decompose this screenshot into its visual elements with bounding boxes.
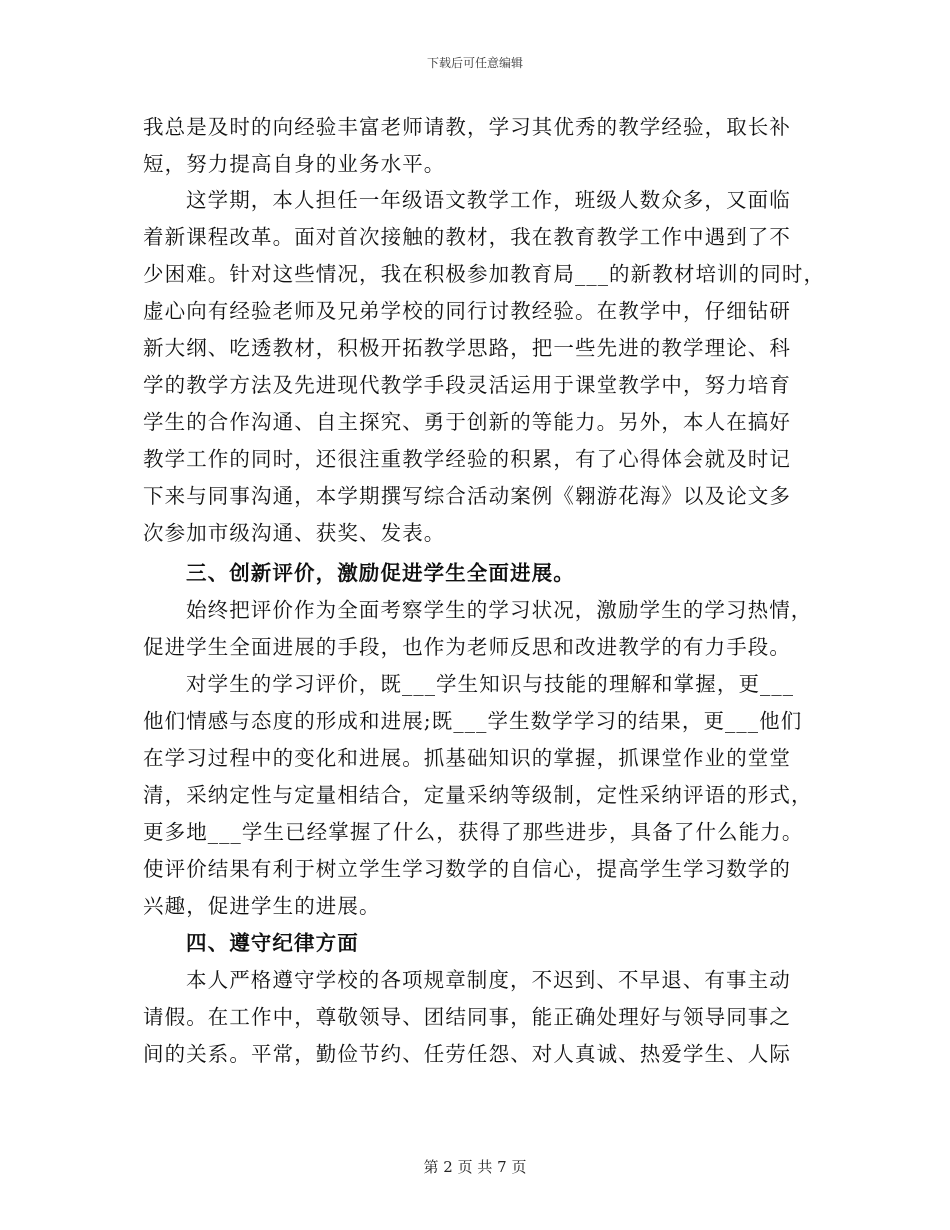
text-line: 学的教学方法及先进现代教学手段灵活运用于课堂教学中，努力培育 (143, 373, 791, 397)
text-line: 学生的合作沟通、自主探究、勇于创新的等能力。另外，本人在搞好 (143, 410, 791, 434)
paragraph-start-line: 这学期，本人担任一年级语文教学工作，班级人数众多，又面临 (186, 188, 791, 212)
text-line: 间的关系。平常，勤俭节约、任劳任怨、对人真诚、热爱学生、人际 (143, 1042, 791, 1066)
text-line: 促进学生全面进展的手段，也作为老师反思和改进教学的有力手段。 (143, 635, 791, 659)
text-line: 少困难。针对这些情况，我在积极参加教育局___的新教材培训的同时， (143, 262, 826, 286)
text-line: 着新课程改革。面对首次接触的教材，我在教育教学工作中遇到了不 (143, 225, 791, 249)
text-line: 次参加市级沟通、获奖、发表。 (143, 521, 446, 545)
text-line: 兴趣，促进学生的进展。 (143, 894, 381, 918)
text-line: 短，努力提高自身的业务水平。 (143, 152, 446, 176)
paragraph-start-line: 本人严格遵守学校的各项规章制度，不迟到、不早退、有事主动 (186, 968, 791, 992)
text-line: 清，采纳定性与定量相结合，定量采纳等级制，定性采纳评语的形式， (143, 783, 813, 807)
text-line: 请假。在工作中，尊敬领导、团结同事，能正确处理好与领导同事之 (143, 1005, 791, 1029)
text-line: 在学习过程中的变化和进展。抓基础知识的掌握，抓课堂作业的堂堂 (143, 746, 791, 770)
text-line: 下来与同事沟通，本学期撰写综合活动案例《翱游花海》以及论文多 (143, 484, 791, 508)
paragraph-start-line: 始终把评价作为全面考察学生的学习状况，激励学生的学习热情， (186, 598, 813, 622)
text-line: 使评价结果有利于树立学生学习数学的自信心，提高学生学习数学的 (143, 857, 791, 881)
section-heading: 四、遵守纪律方面 (186, 931, 359, 955)
section-heading: 三、创新评价，激励促进学生全面进展。 (186, 561, 575, 585)
text-line: 虚心向有经验老师及兄弟学校的同行讨教经验。在教学中，仔细钻研 (143, 299, 791, 323)
text-line: 他们情感与态度的形成和进展;既___学生数学学习的结果，更___他们 (143, 709, 803, 733)
paragraph-start-line: 对学生的学习评价，既___学生知识与技能的理解和掌握，更___ (186, 672, 795, 696)
page-number: 第 2 页 共 7 页 (423, 1158, 527, 1176)
text-line: 新大纲、吃透教材，积极开拓教学思路，把一些先进的教学理论、科 (143, 336, 791, 360)
page-header: 下载后可任意编辑 (426, 56, 523, 70)
text-line: 教学工作的同时，还很注重教学经验的积累，有了心得体会就及时记 (143, 447, 791, 471)
text-line: 更多地___学生已经掌握了什么，获得了那些进步，具备了什么能力。 (143, 820, 804, 844)
text-line: 我总是及时的向经验丰富老师请教，学习其优秀的教学经验，取长补 (143, 115, 791, 139)
